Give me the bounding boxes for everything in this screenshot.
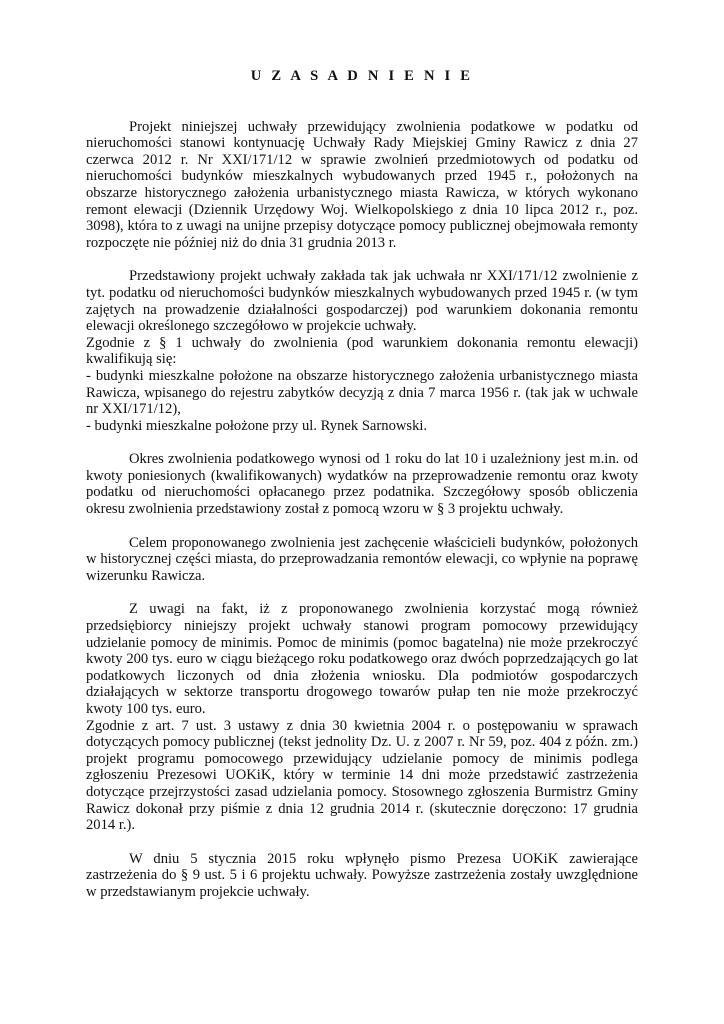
paragraph-uokik-response: W dniu 5 stycznia 2015 roku wpłynęło pismo Prezesa UOKiK zawierające zastrzeżenia do § 9 ust. 5 i 6 projektu uchwały. Powyższe zastrzeżenia zostały uwzględnione w przedstawianym projekcie uchwały. bbox=[86, 850, 638, 900]
paragraph-legal-basis: Zgodnie z art. 7 ust. 3 ustawy z dnia 30 kwietnia 2004 r. o postępowaniu w sprawach dotyczących pomocy publicznej (tekst jednolity Dz. U. z 2007 r. Nr 59, poz. 404 z późn. zm.) projekt programu pomocowego przewidujący udzielanie pomocy de minimis podlega zgłoszeniu Prezesowi UOKiK, który w terminie 14 dni może przedstawić zastrzeżenia dotyczące przejrzystości zasad udzielania pomocy. Stosownego zgłoszenia Burmistrz Gminy Rawicz dokonał przy piśmie z dnia 12 grudnia 2014 r. (skutecznie doręczono: 17 grudnia 2014 r.). bbox=[86, 717, 638, 834]
document-page bbox=[86, 68, 638, 901]
paragraph-project-scope: Przedstawiony projekt uchwały zakłada tak jak uchwała nr XXI/171/12 zwolnienie z tyt. podatku od nieruchomości budynków mieszkalnych wybudowanych przed 1945 r. (w tym zajętych na prowadzenie działalności gospodarczej) pod warunkiem dokonania remontu elewacji określonego szczegółowo w projekcie uchwały. bbox=[86, 268, 638, 335]
paragraph-exemption-period: Okres zwolnienia podatkowego wynosi od 1 roku do lat 10 i uzależniony jest m.in. od kwoty poniesionych (kwalifikowanych) wydatków na przeprowadzenie remontu oraz kwoty podatku od nieruchomości opłacanego przez podatnika. Szczegółowy sposób obliczenia okresu zwolnienia przedstawiony został z pomocą wzoru w § 3 projektu uchwały. bbox=[86, 451, 638, 518]
paragraph-purpose: Celem proponowanego zwolnienia jest zachęcenie właścicieli budynków, położonych w historycznej części miasta, do przeprowadzania remontów elewacji, co wpłynie na poprawę wizerunku Rawicza. bbox=[86, 534, 638, 584]
paragraph-section-1: Zgodnie z § 1 uchwały do zwolnienia (pod warunkiem dokonania remontu elewacji) kwalifikują się: bbox=[86, 334, 638, 368]
paragraph-context: Projekt niniejszej uchwały przewidujący zwolnienia podatkowe w podatku od nieruchomości stanowi kontynuację Uchwały Rady Miejskiej Gminy Rawicz z dnia 27 czerwca 2012 r. Nr XXI/171/12 w sprawie zwolnień przedmiotowych od podatku od nieruchomości budynków mieszkalnych wybudowanych przed 1945 r., położonych na obszarze historycznego założenia urbanistycznego miasta Rawicza, w których wykonano remont elewacji (Dziennik Urzędowy Woj. Wielkopolskiego z dnia 10 lipca 2012 r., poz. 3098), która to z uwagi na unijne przepisy dotyczące pomocy publicznej obejmowała remonty rozpoczęte nie później niż do dnia 31 grudnia 2013 r. bbox=[86, 118, 638, 251]
paragraph-de-minimis: Z uwagi na fakt, iż z proponowanego zwolnienia korzystać mogą również przedsiębiorcy niniejszy projekt uchwały stanowi program pomocowy przewidujący udzielanie pomocy de minimis. Pomoc de minimis (pomoc bagatelna) nie może przekroczyć kwoty 200 tys. euro w ciągu bieżącego roku podatkowego oraz dwóch poprzedzających go lat podatkowych liczonych od dnia złożenia wniosku. Dla podmiotów gospodarczych działających w sektorze transportu drogowego towarów pułap ten nie może przekroczyć kwoty 100 tys. euro. bbox=[86, 601, 638, 717]
list-item-historic-area: - budynki mieszkalne położone na obszarze historycznego założenia urbanistycznego miasta Rawicza, wpisanego do rejestru zabytków decyzją z dnia 7 marca 1956 r. (tak jak w uchwale nr XXI/171/12), bbox=[86, 367, 638, 418]
list-item-rynek-sarnowski: - budynki mieszkalne położone przy ul. Rynek Sarnowski. bbox=[86, 417, 428, 434]
document-title: U Z A S A D N I E N I E bbox=[250, 68, 474, 84]
